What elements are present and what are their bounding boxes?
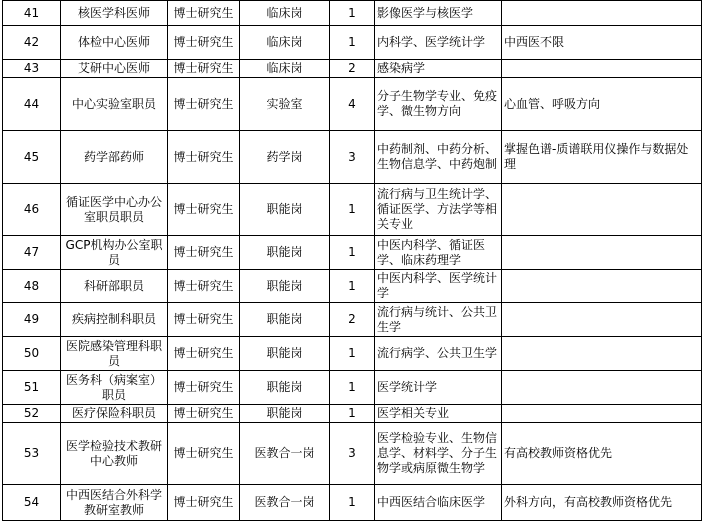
remarks-cell (502, 303, 702, 337)
headcount-cell: 2 (330, 60, 375, 78)
table-row (3, 337, 702, 371)
education-cell: 博士研究生 (168, 270, 240, 303)
post-name-cell: 疾病控制科职员 (61, 303, 168, 337)
major-requirement-cell: 影像医学与核医学 (375, 1, 502, 26)
post-type-cell: 职能岗 (240, 236, 330, 270)
post-name-cell: 体检中心医师 (61, 26, 168, 60)
row-number-cell: 52 (3, 405, 61, 423)
post-name-cell: 医务科（病案室）职员 (61, 371, 168, 405)
education-cell: 博士研究生 (168, 423, 240, 485)
row-number-cell: 49 (3, 303, 61, 337)
headcount-cell: 1 (330, 405, 375, 423)
headcount-cell: 1 (330, 270, 375, 303)
education-cell: 博士研究生 (168, 60, 240, 78)
post-type-cell: 临床岗 (240, 60, 330, 78)
table-row (3, 371, 702, 405)
remarks-cell (502, 405, 702, 423)
post-name-cell: 药学部药师 (61, 131, 168, 184)
post-name-cell: 医学检验技术教研中心教师 (61, 423, 168, 485)
remarks-cell: 心血管、呼吸方向 (502, 78, 702, 131)
post-type-cell: 医教合一岗 (240, 485, 330, 521)
row-number-cell: 44 (3, 78, 61, 131)
remarks-cell: 掌握色谱-质谱联用仪操作与数据处理 (502, 131, 702, 184)
post-type-cell: 实验室 (240, 78, 330, 131)
education-cell: 博士研究生 (168, 184, 240, 236)
remarks-cell (502, 371, 702, 405)
major-requirement-cell: 中药制剂、中药分析、生物信息学、中药炮制 (375, 131, 502, 184)
remarks-cell (502, 337, 702, 371)
major-requirement-cell: 流行病与卫生统计学、循证医学、方法学等相关专业 (375, 184, 502, 236)
post-type-cell: 临床岗 (240, 26, 330, 60)
row-number-cell: 43 (3, 60, 61, 78)
major-requirement-cell: 分子生物学专业、免疫学、微生物方向 (375, 78, 502, 131)
table-row (3, 184, 702, 236)
post-name-cell: 核医学科医师 (61, 1, 168, 26)
post-type-cell: 药学岗 (240, 131, 330, 184)
post-name-cell: 艾研中心医师 (61, 60, 168, 78)
post-type-cell: 职能岗 (240, 184, 330, 236)
headcount-cell: 1 (330, 337, 375, 371)
major-requirement-cell: 感染病学 (375, 60, 502, 78)
table-row (3, 78, 702, 131)
headcount-cell: 1 (330, 1, 375, 26)
major-requirement-cell: 中医内科学、循证医学、临床药理学 (375, 236, 502, 270)
headcount-cell: 1 (330, 184, 375, 236)
major-requirement-cell: 流行病学、公共卫生学 (375, 337, 502, 371)
row-number-cell: 53 (3, 423, 61, 485)
education-cell: 博士研究生 (168, 303, 240, 337)
row-number-cell: 46 (3, 184, 61, 236)
row-number-cell: 48 (3, 270, 61, 303)
row-number-cell: 54 (3, 485, 61, 521)
post-name-cell: 医疗保险科职员 (61, 405, 168, 423)
row-number-cell: 47 (3, 236, 61, 270)
headcount-cell: 1 (330, 26, 375, 60)
post-type-cell: 临床岗 (240, 1, 330, 26)
major-requirement-cell: 医学相关专业 (375, 405, 502, 423)
table-body (3, 1, 702, 521)
row-number-cell: 45 (3, 131, 61, 184)
table-row (3, 423, 702, 485)
table-row (3, 270, 702, 303)
post-type-cell: 职能岗 (240, 371, 330, 405)
major-requirement-cell: 医学检验专业、生物信息学、材料学、分子生物学或病原微生物学 (375, 423, 502, 485)
table-row (3, 26, 702, 60)
headcount-cell: 1 (330, 236, 375, 270)
education-cell: 博士研究生 (168, 1, 240, 26)
education-cell: 博士研究生 (168, 131, 240, 184)
major-requirement-cell: 中医内科学、医学统计学 (375, 270, 502, 303)
major-requirement-cell: 内科学、医学统计学 (375, 26, 502, 60)
remarks-cell (502, 184, 702, 236)
major-requirement-cell: 流行病与统计、公共卫生学 (375, 303, 502, 337)
post-name-cell: 医院感染管理科职员 (61, 337, 168, 371)
post-type-cell: 职能岗 (240, 303, 330, 337)
education-cell: 博士研究生 (168, 371, 240, 405)
post-name-cell: 循证医学中心办公室职员职员 (61, 184, 168, 236)
row-number-cell: 51 (3, 371, 61, 405)
headcount-cell: 2 (330, 303, 375, 337)
headcount-cell: 4 (330, 78, 375, 131)
post-name-cell: GCP机构办公室职员 (61, 236, 168, 270)
post-name-cell: 科研部职员 (61, 270, 168, 303)
major-requirement-cell: 中西医结合临床医学 (375, 485, 502, 521)
post-type-cell: 职能岗 (240, 405, 330, 423)
remarks-cell: 外科方向，有高校教师资格优先 (502, 485, 702, 521)
remarks-cell (502, 236, 702, 270)
table-row (3, 303, 702, 337)
post-name-cell: 中西医结合外科学教研室教师 (61, 485, 168, 521)
table-row (3, 1, 702, 26)
table-row (3, 405, 702, 423)
post-type-cell: 医教合一岗 (240, 423, 330, 485)
table-row (3, 131, 702, 184)
headcount-cell: 3 (330, 131, 375, 184)
education-cell: 博士研究生 (168, 236, 240, 270)
row-number-cell: 50 (3, 337, 61, 371)
table-row (3, 60, 702, 78)
headcount-cell: 1 (330, 371, 375, 405)
major-requirement-cell: 医学统计学 (375, 371, 502, 405)
remarks-cell (502, 1, 702, 26)
table-row (3, 485, 702, 521)
row-number-cell: 42 (3, 26, 61, 60)
recruitment-table (2, 0, 702, 521)
remarks-cell: 有高校教师资格优先 (502, 423, 702, 485)
remarks-cell: 中西医不限 (502, 26, 702, 60)
headcount-cell: 1 (330, 485, 375, 521)
row-number-cell: 41 (3, 1, 61, 26)
post-name-cell: 中心实验室职员 (61, 78, 168, 131)
education-cell: 博士研究生 (168, 485, 240, 521)
post-type-cell: 职能岗 (240, 337, 330, 371)
post-type-cell: 职能岗 (240, 270, 330, 303)
education-cell: 博士研究生 (168, 78, 240, 131)
remarks-cell (502, 270, 702, 303)
remarks-cell (502, 60, 702, 78)
headcount-cell: 3 (330, 423, 375, 485)
table-row (3, 236, 702, 270)
education-cell: 博士研究生 (168, 405, 240, 423)
education-cell: 博士研究生 (168, 26, 240, 60)
education-cell: 博士研究生 (168, 337, 240, 371)
